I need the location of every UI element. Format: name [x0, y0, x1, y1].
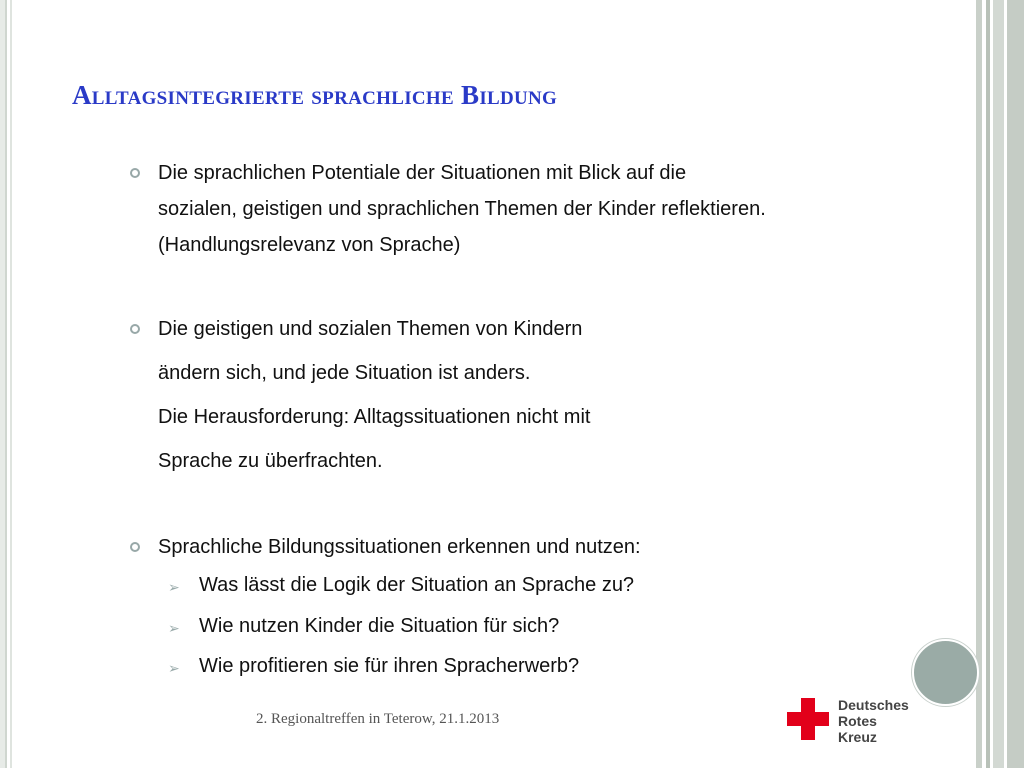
bullet-1-line-2: sozialen, geistigen und sprachlichen Themen der Kinder reflektieren. — [158, 198, 766, 220]
bullet-icon — [130, 542, 140, 552]
bullet-3-line-1: Sprachliche Bildungssituationen erkennen und nutzen: — [158, 536, 641, 558]
footer-text: 2. Regionaltreffen in Teterow, 21.1.2013 — [256, 711, 500, 727]
arrow-bullet-icon: ➢ — [168, 660, 180, 676]
bullet-2-line-2: ändern sich, und jede Situation ist anders. — [158, 362, 531, 384]
arrow-bullet-icon: ➢ — [168, 620, 180, 636]
subitem-3: Wie profitieren sie für ihren Spracherwerb? — [199, 655, 580, 677]
subitem-1: Was lässt die Logik der Situation an Sprache zu? — [199, 574, 635, 596]
logo-text-line-1: Deutsches — [838, 697, 909, 713]
subitem-2: Wie nutzen Kinder die Situation für sich? — [199, 615, 560, 637]
left-border-decoration — [0, 0, 14, 768]
arrow-bullet-icon: ➢ — [168, 579, 180, 595]
bullet-1-line-1: Die sprachlichen Potentiale der Situationen mit Blick auf die — [158, 162, 687, 184]
logo-text-line-3: Kreuz — [838, 729, 877, 745]
bullet-1-line-3: (Handlungsrelevanz von Sprache) — [158, 234, 461, 256]
slide-title: Alltagsintegrierte sprachliche Bildung — [72, 80, 558, 110]
logo-text-line-2: Rotes — [838, 713, 877, 729]
bullet-2-line-3: Die Herausforderung: Alltagssituationen nicht mit — [158, 406, 591, 428]
bullet-icon — [130, 168, 140, 178]
decorative-circle — [912, 639, 979, 706]
right-border-decoration — [974, 0, 1024, 768]
bullet-2-line-1: Die geistigen und sozialen Themen von Kindern — [158, 318, 583, 340]
bullet-2-line-4: Sprache zu überfrachten. — [158, 450, 383, 472]
bullet-icon — [130, 324, 140, 334]
